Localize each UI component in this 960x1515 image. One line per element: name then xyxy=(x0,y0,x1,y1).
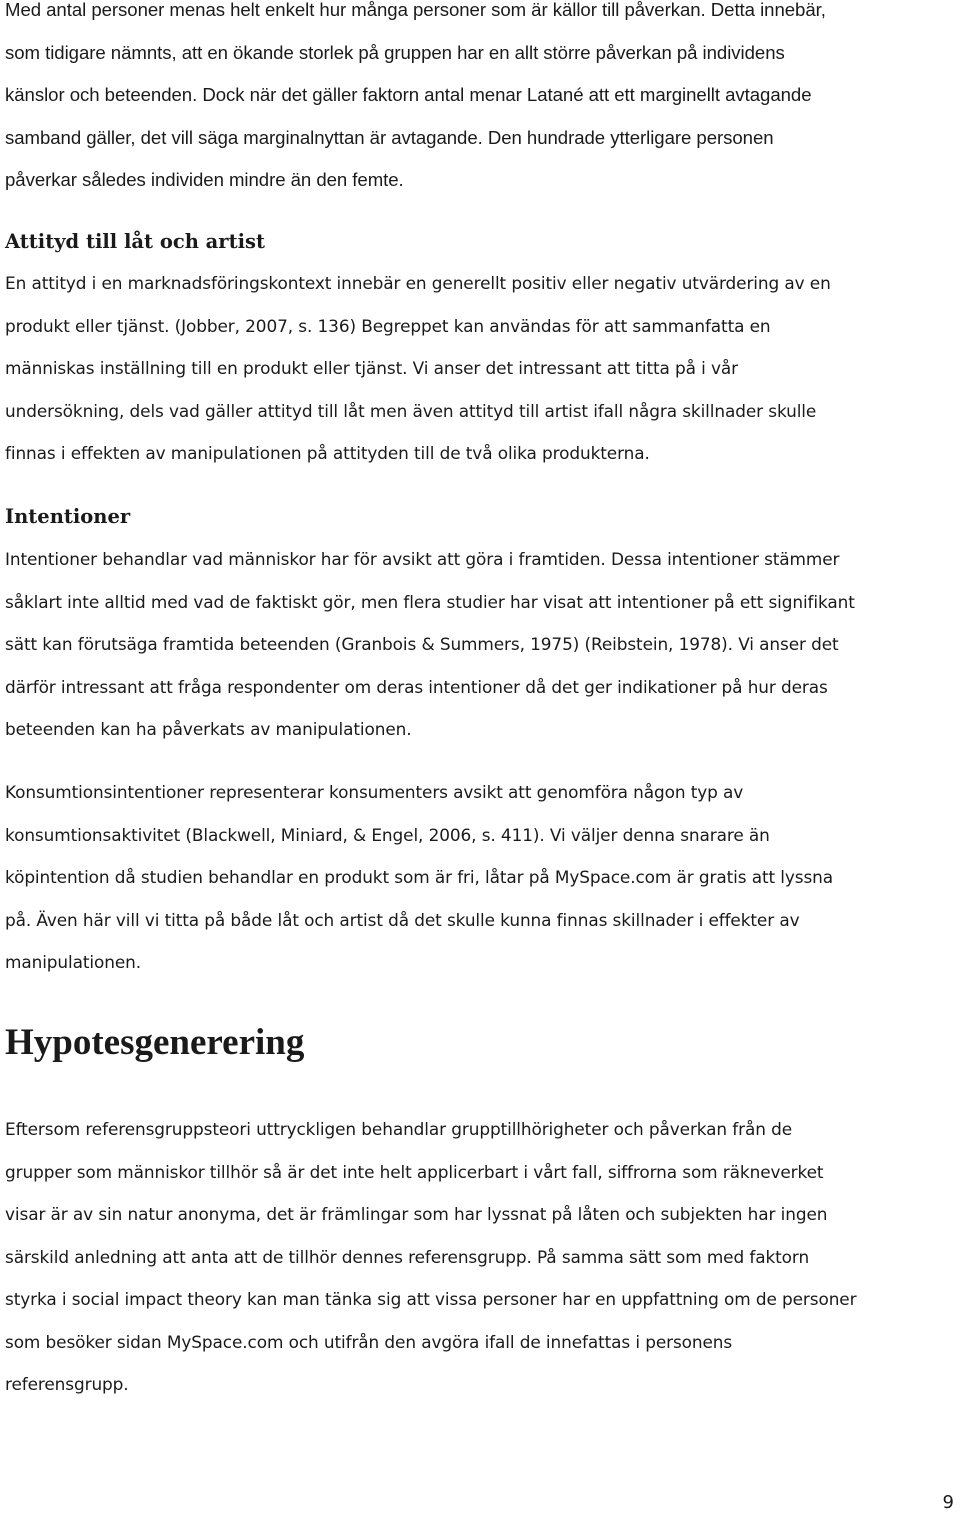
text-line: på. Även här vill vi titta på både låt och artist då det skulle kunna finnas skillnader i effekter av xyxy=(5,909,800,930)
text-line: samband gäller, det vill säga marginalnyttan är avtagande. Den hundrade ytterligare personen xyxy=(5,126,774,148)
intentions-paragraph-1 xyxy=(5,538,855,751)
section-heading-intentions: Intentioner xyxy=(5,505,131,528)
text-line: konsumtionsaktivitet (Blackwell, Miniard, & Engel, 2006, s. 411). Vi väljer denna snarare än xyxy=(5,824,770,845)
text-line: manipulationen. xyxy=(5,952,141,972)
section-heading-attitude: Attityd till låt och artist xyxy=(5,230,265,253)
text-line: därför intressant att fråga respondenter om deras intentioner då det ger indikationer på hur deras xyxy=(5,676,828,697)
text-line: beteenden kan ha påverkats av manipulationen. xyxy=(5,719,412,739)
hypotheses-paragraph xyxy=(5,1108,856,1406)
attitude-paragraph xyxy=(5,262,831,475)
text-line: särskild anledning att anta att de tillhör dennes referensgrupp. På samma sätt som med faktorn xyxy=(5,1246,810,1267)
text-line: grupper som människor tillhör så är det inte helt applicerbart i vårt fall, siffrorna som räkneverket xyxy=(5,1161,824,1182)
text-line: Intentioner behandlar vad människor har för avsikt att göra i framtiden. Dessa intentioner stämmer xyxy=(5,549,840,569)
text-line: referensgrupp. xyxy=(5,1374,129,1394)
intro-paragraph xyxy=(5,0,826,202)
text-line: Med antal personer menas helt enkelt hur många personer som är källor till påverkan. Detta innebär, xyxy=(5,0,826,20)
text-line: finnas i effekten av manipulationen på attityden till de två olika produkterna. xyxy=(5,443,650,463)
text-line: sätt kan förutsäga framtida beteenden (Granbois & Summers, 1975) (Reibstein, 1978). Vi anser det xyxy=(5,634,839,654)
text-line: En attityd i en marknadsföringskontext innebär en generellt positiv eller negativ utvärdering av en xyxy=(5,273,831,293)
text-line: känslor och beteenden. Dock när det gäller faktorn antal menar Latané att ett marginellt avtagande xyxy=(5,84,812,105)
section-heading-hypotheses: Hypotesgenerering xyxy=(5,1022,305,1063)
text-line: produkt eller tjänst. (Jobber, 2007, s. 136) Begreppet kan användas för att sammanfatta en xyxy=(5,315,771,336)
text-line: styrka i social impact theory kan man tänka sig att vissa personer har en uppfattning om de personer xyxy=(5,1289,857,1309)
intentions-paragraph-2 xyxy=(5,771,833,984)
text-line: som tidigare nämnts, att en ökande storlek på gruppen har en allt större påverkan på individens xyxy=(5,41,785,63)
text-line: undersökning, dels vad gäller attityd till låt men även attityd till artist ifall några skillnader skulle xyxy=(5,400,817,421)
text-line: påverkar således individen mindre än den femte. xyxy=(5,169,404,190)
text-line: köpintention då studien behandlar en produkt som är fri, låtar på MySpace.com är gratis att lyssna xyxy=(5,867,834,887)
text-line: Eftersom referensgruppsteori uttryckligen behandlar grupptillhörigheter och påverkan från de xyxy=(5,1119,793,1139)
text-line: såklart inte alltid med vad de faktiskt gör, men flera studier har visat att intentioner på ett signifikant xyxy=(5,591,855,612)
text-line: människas inställning till en produkt eller tjänst. Vi anser det intressant att titta på i vår xyxy=(5,358,739,378)
page-number: 9 xyxy=(942,1492,954,1513)
text-line: visar är av sin natur anonyma, det är främlingar som har lyssnat på låten och subjekten har ingen xyxy=(5,1204,828,1224)
text-line: som besöker sidan MySpace.com och utifrån den avgöra ifall de innefattas i personens xyxy=(5,1331,733,1352)
text-line: Konsumtionsintentioner representerar konsumenters avsikt att genomföra någon typ av xyxy=(5,782,744,802)
